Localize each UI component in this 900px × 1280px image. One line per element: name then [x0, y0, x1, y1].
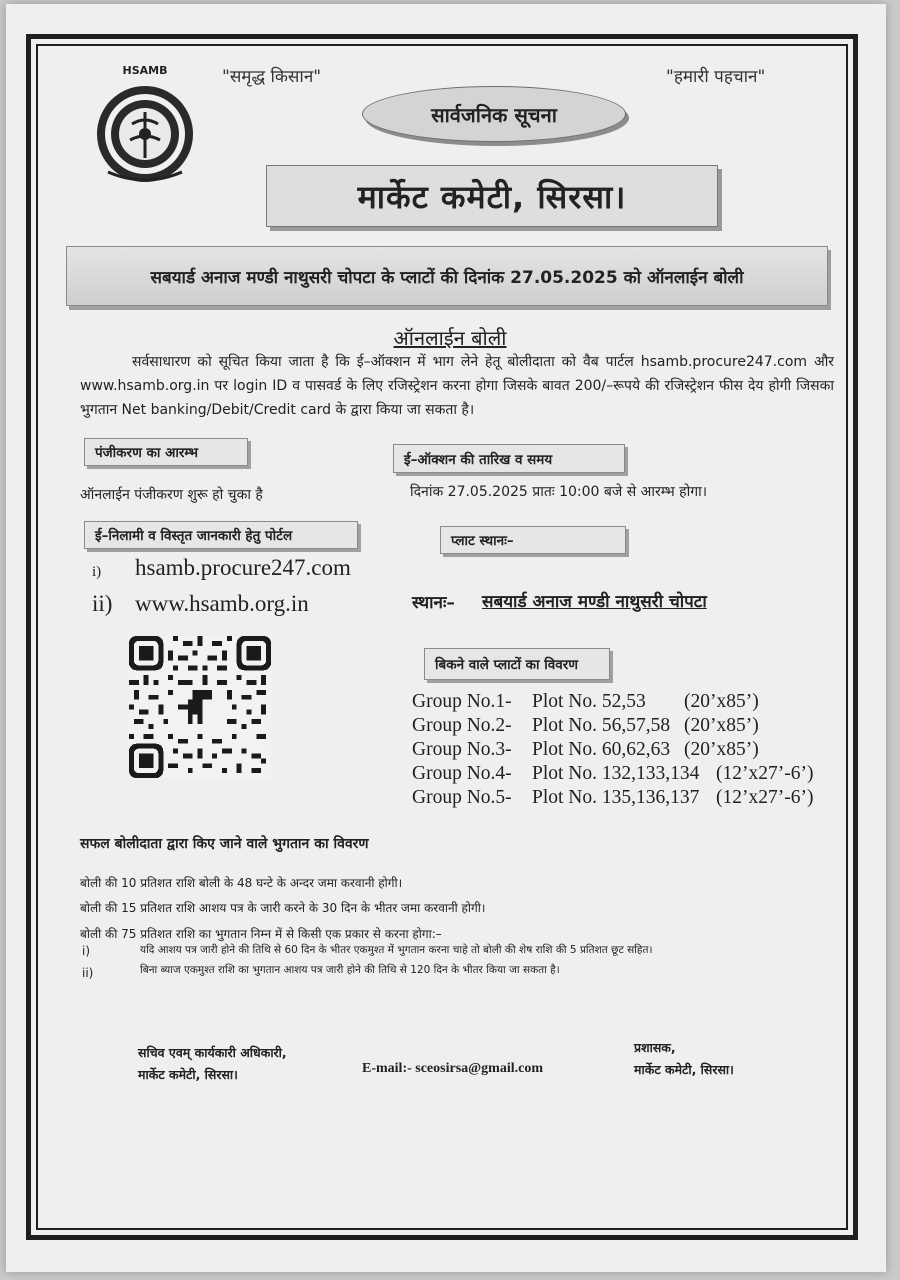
group-no: Group No.1-	[412, 691, 512, 712]
plot-no: Plot No. 135,136,137	[532, 787, 700, 808]
payment-option-2: बिना ब्याज एकमुश्त राशि का भुगतान आशय पत्र जारी होने की तिथि से 120 दिन के भीतर किया जा सकता है।	[140, 964, 560, 976]
payment-title: सफल बोलीदाता द्वारा किए जाने वाले भुगतान का विवरण	[80, 836, 369, 852]
group-no: Group No.5-	[412, 787, 512, 808]
plot-size: (20’x85’)	[684, 691, 759, 712]
page-title: मार्केट कमेटी, सिरसा।	[266, 165, 718, 227]
plots-detail-label: बिकने वाले प्लाटों का विवरण	[424, 648, 610, 680]
contact-email[interactable]: E-mail:- sceosirsa@gmail.com	[362, 1061, 543, 1076]
public-notice-label: सार्वजनिक सूचना	[362, 86, 626, 142]
group-no: Group No.4-	[412, 763, 512, 784]
plot-no: Plot No. 132,133,134	[532, 763, 700, 784]
portal-item-num: i)	[92, 564, 102, 580]
auction-date-label: ई–ऑक्शन की तारिख व समय	[393, 444, 625, 473]
secretary-office: मार्केट कमेटी, सिरसा।	[138, 1067, 238, 1082]
notice-banner: सबयार्ड अनाज मण्डी नाथुसरी चोपटा के प्लाटों की दिनांक 27.05.2025 को ऑनलाईन बोली	[66, 246, 828, 306]
portal-label: ई–निलामी व विस्तृत जानकारी हेतु पोर्टल	[84, 521, 358, 549]
group-no: Group No.2-	[412, 715, 512, 736]
plot-size: (12’x27’-6’)	[716, 787, 814, 808]
plot-no: Plot No. 60,62,63	[532, 739, 671, 760]
auction-date-text: दिनांक 27.05.2025 प्रातः 10:00 बजे से आरम्भ होगा।	[410, 484, 708, 500]
plot-no: Plot No. 56,57,58	[532, 715, 671, 736]
location-place: सबयार्ड अनाज मण्डी नाथुसरी चोपटा	[482, 592, 707, 612]
group-no: Group No.3-	[412, 739, 512, 760]
payment-option-num: ii)	[82, 966, 94, 980]
secretary-signature	[138, 1042, 287, 1086]
plot-size: (20’x85’)	[684, 715, 759, 736]
svg-text:HSAMB: HSAMB	[122, 64, 168, 77]
registration-text: ऑनलाईन पंजीकरण शुरू हो चुका है	[80, 487, 263, 503]
board-emblem-icon	[88, 62, 202, 186]
online-bid-heading: ऑनलाईन बोली	[393, 326, 507, 350]
plot-group-row	[412, 738, 813, 762]
location-prefix: स्थानः–	[412, 593, 455, 613]
slogan-right: "हमारी पहचान"	[666, 67, 766, 87]
plots-list	[412, 690, 813, 810]
administrator-title: प्रशासक,	[634, 1040, 676, 1055]
payment-option-1: यदि आशय पत्र जारी होने की तिथि से 60 दिन के भीतर एकमुश्त में भुगतान करना चाहे तो बोली की शेष राशि की 5 प्रतिशत छूट सहित।	[140, 944, 653, 956]
secretary-title: सचिव एवम् कार्यकारी अधिकारी,	[138, 1045, 287, 1060]
slogan-left: "समृद्ध किसान"	[222, 67, 322, 87]
payment-line-1: बोली की 10 प्रतिशत राशि बोली के 48 घन्टे के अन्दर जमा करवानी होगी।	[80, 876, 403, 890]
plot-size: (20’x85’)	[684, 739, 759, 760]
payment-line-3: बोली की 75 प्रतिशत राशि का भुगतान निम्न में से किसी एक प्रकार से करना होगा:–	[80, 927, 442, 941]
plot-group-row	[412, 786, 813, 810]
payment-line-2: बोली की 15 प्रतिशत राशि आशय पत्र के जारी करने के 30 दिन के भीतर जमा करवानी होगी।	[80, 901, 486, 915]
portal-link-hsamb[interactable]: www.hsamb.org.in	[135, 591, 309, 616]
qr-code-icon	[129, 636, 271, 778]
plot-no: Plot No. 52,53	[532, 691, 646, 712]
registration-label: पंजीकरण का आरम्भ	[84, 438, 248, 466]
intro-paragraph: सर्वसाधारण को सूचित किया जाता है कि ई–ऑक्शन में भाग लेने हेतू बोलीदाता को वैब पार्टल hsamb.procure247.com और www.hsamb.org.in पर login ID व पासवर्ड के लिए रजिस्ट्रेशन करना होगा जिसके बावत 200/–रूपये की रजिस्ट्रेशन फीस देय होगी जिसका भुगतान Net banking/Debit/Credit card के द्वारा किया जा सकता है।	[80, 354, 834, 418]
plot-group-row	[412, 762, 813, 786]
plot-size: (12’x27’-6’)	[716, 763, 814, 784]
payment-option-num: i)	[82, 944, 91, 958]
plot-location-label: प्लाट स्थानः–	[440, 526, 626, 554]
plot-group-row	[412, 690, 813, 714]
administrator-office: मार्केट कमेटी, सिरसा।	[634, 1062, 734, 1077]
plot-group-row	[412, 714, 813, 738]
administrator-signature	[634, 1037, 734, 1081]
portal-item-num: ii)	[92, 591, 113, 616]
portal-link-procure247[interactable]: hsamb.procure247.com	[135, 555, 351, 580]
